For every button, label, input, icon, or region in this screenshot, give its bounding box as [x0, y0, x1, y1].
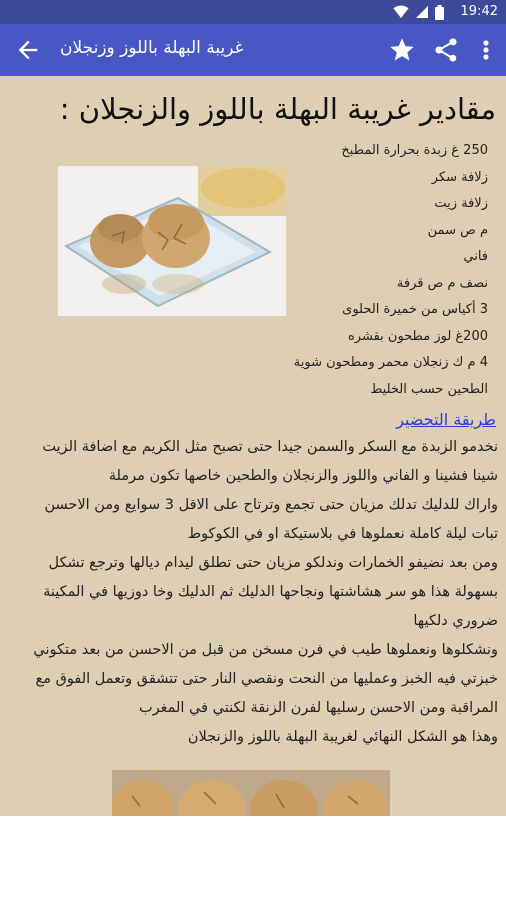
status-icons [393, 5, 444, 20]
star-icon[interactable] [388, 36, 416, 64]
method-title-link[interactable]: طريقة التحضير [396, 410, 496, 429]
more-vert-icon[interactable] [476, 36, 496, 64]
ingredient-item: زلافة زيت [434, 196, 488, 211]
wifi-icon [393, 5, 409, 19]
signal-icon [415, 5, 429, 19]
method-line: تبات ليلة كاملة نعملوها في بلاستيكة او في الكوكوط [187, 526, 498, 542]
method-line: ونشكلوها ونعملوها طيب في فرن مسخن من قبل من الاحسن من بعد متكوني [33, 642, 498, 658]
ingredient-item: 3 أكياس من خميرة الحلوى [342, 302, 488, 317]
method-line: واراك للدليك تدلك مزيان حتى تجمع وترتاح على الاقل 3 سوايع ومن الاحسن [44, 497, 498, 513]
method-line: خبزتي فيه الخبز وعمليها من النحت ونقصي النار حتى تتشقق وتعمل الفوق مع [35, 671, 498, 687]
method-line: ومن بعد نضيفو الخمارات وندلكو مزيان حتى تطلق ليدام ديالها وترجع تشكل [48, 555, 498, 571]
method-line: ضروري دلكيها [413, 613, 498, 629]
share-icon[interactable] [432, 36, 460, 64]
status-bar [0, 0, 506, 24]
method-line: المراقبة ومن الاحسن رسليها لفرن الزنقة لكنتي في المغرب [138, 700, 498, 716]
method-text [10, 433, 498, 752]
ingredient-item: زلافة سكر [431, 169, 488, 185]
status-time: 19:42 [460, 4, 498, 19]
ingredient-item: م ص سمن [427, 222, 488, 238]
method-line: وهذا هو الشكل النهائي لغريبة البهلة باللوز والزنجلان [187, 729, 498, 745]
battery-icon [435, 5, 444, 20]
article-content[interactable] [0, 76, 506, 816]
app-bar-title: غريبة البهلة باللوز وزنجلان [60, 38, 244, 58]
method-line: بسهولة هذا هو سر هشاشتها ونجاحها الدليك ثم الدليك وخا دوزيها في المكينة [43, 584, 498, 600]
app-bar [0, 24, 506, 76]
ingredients-list [248, 138, 488, 403]
ingredient-item: الطحين حسب الخليط [370, 381, 488, 397]
ingredient-item: 4 م ك زنجلان محمر ومطحون شوية [293, 355, 488, 370]
final-cookies-photo [112, 770, 390, 816]
recipe-heading: مقادير غريبة البهلة باللوز والزنجلان : [59, 92, 496, 126]
ingredient-item: فاني [463, 249, 488, 264]
ingredient-item: 250 غ زبدة بحرارة المطبخ [341, 143, 488, 158]
method-line: شينا فشينا و الفاني واللوز والزنجلان والطحين خاصها تكون مرملة [108, 468, 498, 484]
arrow-back-icon[interactable] [14, 36, 42, 64]
bottom-blank-area [0, 816, 506, 900]
method-line: نخدمو الزبدة مع السكر والسمن جيدا حتى تصبح مثل الكريم مع اضافة الزيت [42, 439, 498, 455]
ingredient-item: نصف م ص قرفة [396, 275, 488, 291]
ingredient-item: 200غ لوز مطحون بقشره [348, 328, 488, 344]
